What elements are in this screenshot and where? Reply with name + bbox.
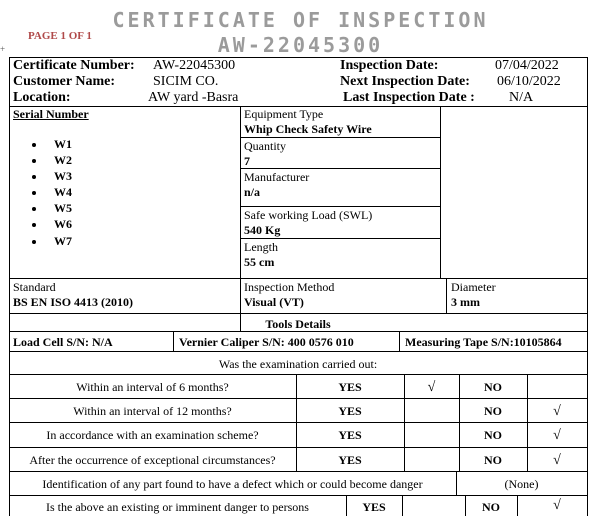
swl-label: Safe working Load (SWL) (244, 208, 373, 222)
danger-question-label: Is the above an existing or imminent danger to persons (46, 500, 309, 514)
manufacturer-value: n/a (244, 185, 261, 199)
danger-check: √ (553, 498, 561, 513)
quantity-value: 7 (244, 154, 250, 168)
inspection-method-label: Inspection Method (244, 280, 335, 294)
location-value: AW yard -Basra (148, 90, 239, 105)
document-title: CERTIFICATE OF INSPECTION (112, 8, 489, 32)
tools-details-title: Tools Details (265, 317, 331, 331)
diameter-value: 3 mm (451, 295, 480, 309)
equipment-type-value: Whip Check Safety Wire (244, 122, 372, 136)
serial-item: • W1 (46, 136, 72, 152)
standard-value: BS EN ISO 4413 (2010) (13, 295, 134, 309)
exam-row-label: Within an interval of 12 months? (73, 404, 232, 418)
exam-row-yes: YES (338, 453, 362, 467)
exam-row-yes: YES (338, 428, 362, 442)
cert-number-value: AW-22045300 (153, 58, 236, 73)
location-label: Location: (13, 90, 71, 105)
exam-row-no: NO (484, 380, 502, 394)
exam-row-yes-check: √ (427, 380, 436, 395)
exam-row-yes: YES (338, 404, 362, 418)
serial-item: • W7 (46, 233, 72, 249)
length-value: 55 cm (244, 255, 275, 269)
exam-row-no-check: √ (553, 428, 561, 443)
certificate-number-heading: AW-22045300 (217, 33, 384, 57)
swl-value: 540 Kg (244, 223, 281, 237)
danger-no: NO (482, 500, 500, 514)
serial-item: • W6 (46, 216, 72, 232)
last-inspection-date-label: Last Inspection Date : (343, 90, 475, 105)
serial-item: • W2 (46, 152, 72, 168)
length-label: Length (244, 240, 278, 254)
serial-item: • W4 (46, 184, 72, 200)
page-label: PAGE 1 OF 1 (28, 30, 92, 42)
serial-item: • W5 (46, 200, 72, 216)
cert-number-label: Certificate Number: (13, 58, 135, 73)
equipment-type-label: Equipment Type (244, 107, 324, 121)
exam-row-yes: YES (338, 380, 362, 394)
serial-number-list (30, 136, 72, 249)
next-inspection-date-value: 06/10/2022 (497, 74, 561, 89)
serial-number-label: Serial Number (13, 107, 89, 121)
exam-row-label: In accordance with an examination scheme? (46, 428, 259, 442)
exam-row-no: NO (484, 428, 502, 442)
exam-row-no-check: √ (553, 453, 561, 468)
danger-yes: YES (362, 500, 386, 514)
last-inspection-date-value: N/A (509, 90, 534, 105)
manufacturer-label: Manufacturer (244, 170, 310, 184)
defect-identification-label: Identification of any part found to have a defect which or could become danger (42, 477, 423, 491)
exam-row-no-check: √ (553, 404, 561, 419)
standard-label: Standard (13, 280, 56, 294)
diameter-label: Diameter (451, 280, 496, 294)
inspection-date-label: Inspection Date: (340, 58, 439, 73)
examination-question: Was the examination carried out: (218, 357, 378, 371)
exam-row-no: NO (484, 404, 502, 418)
vernier-caliper-serial: Vernier Caliper S/N: 400 0576 010 (179, 335, 354, 349)
exam-row-no: NO (484, 453, 502, 467)
load-cell-serial: Load Cell S/N: N/A (13, 335, 113, 349)
serial-item: • W3 (46, 168, 72, 184)
defect-identification-value: (None) (504, 477, 539, 491)
customer-name-value: SICIM CO. (153, 74, 219, 89)
inspection-method-value: Visual (VT) (244, 295, 304, 309)
measuring-tape-serial: Measuring Tape S/N:10105864 (405, 335, 562, 349)
customer-name-label: Customer Name: (13, 74, 115, 89)
exam-row-label: Within an interval of 6 months? (76, 380, 229, 394)
table-move-handle[interactable]: + (0, 44, 6, 54)
next-inspection-date-label: Next Inspection Date: (340, 74, 470, 89)
inspection-date-value: 07/04/2022 (495, 58, 559, 73)
quantity-label: Quantity (244, 139, 286, 153)
exam-row-label: After the occurrence of exceptional circumstances? (29, 453, 276, 467)
